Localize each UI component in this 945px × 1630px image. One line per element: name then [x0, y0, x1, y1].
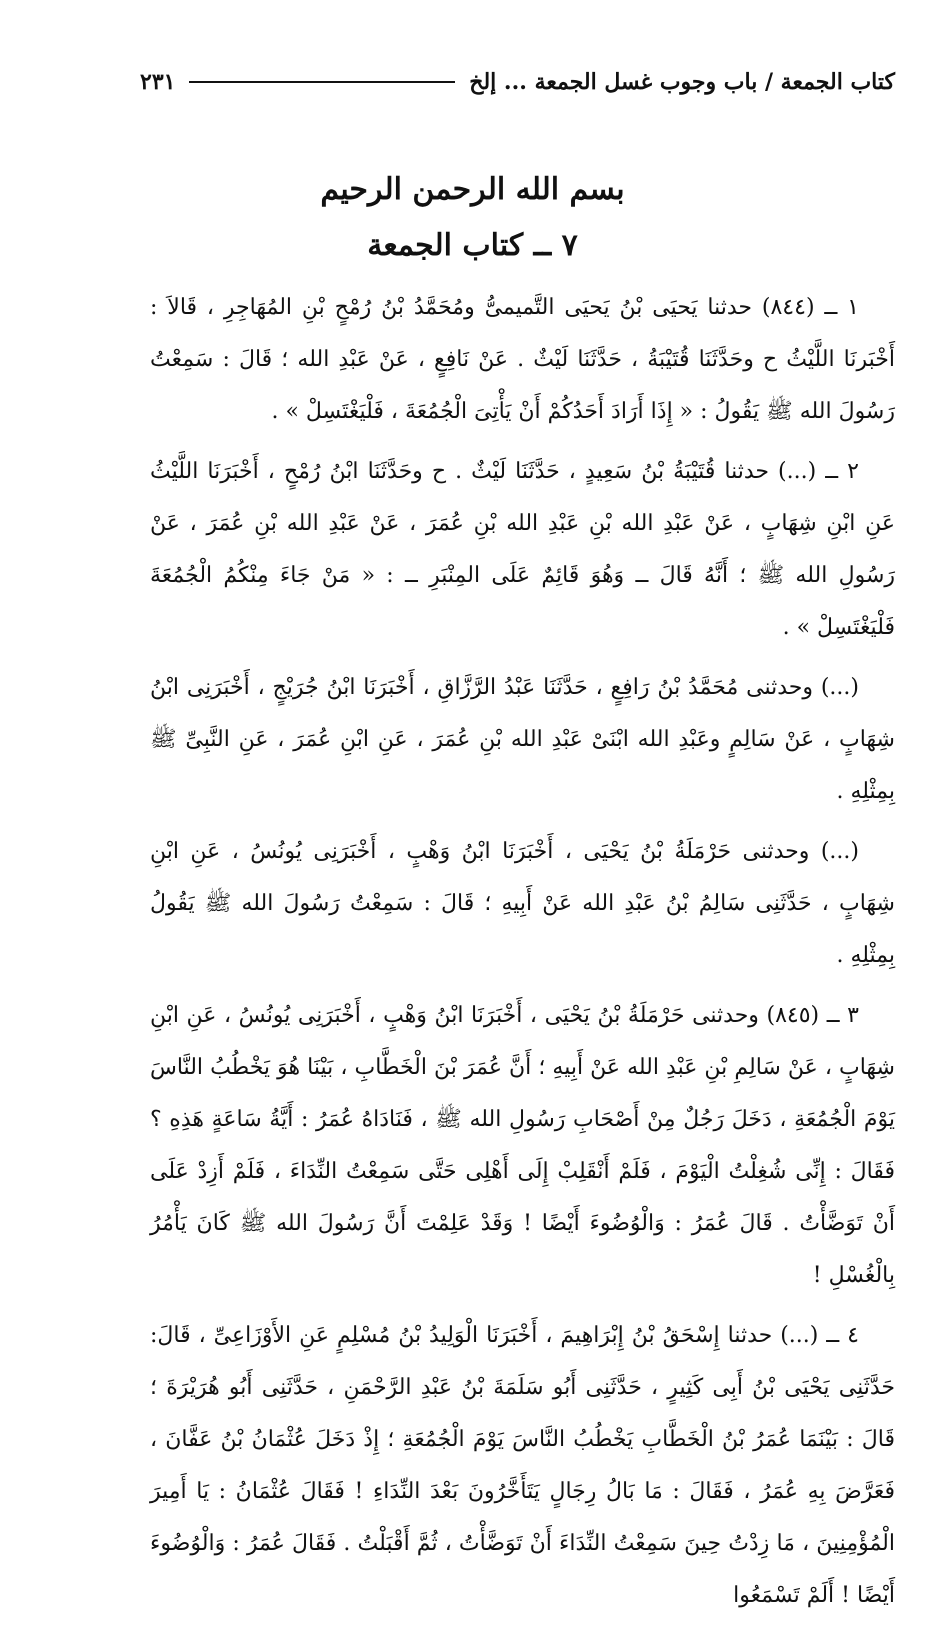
header-rule [189, 81, 455, 83]
page-number: ٢٣١ [140, 69, 176, 95]
hadith-paragraph-6: ٤ ــ (...) حدثنا إِسْحَقُ بْنُ إِبْرَاهِيمَ ، أَخْبَرَنَا الْوَلِيدُ بْنُ مُسْلِمٍ عَنِ الأَوْزَاعِىِّ ، قَالَ: حَدَّثَنِى يَحْيَى بْنُ أَبِى كَثِيرٍ ، حَدَّثَنِى أَبُو سَلَمَةَ بْنُ عَبْدِ الرَّحْمَنِ ، حَدَّثَنِى أَبُو هُرَيْرَةَ ؛ قَالَ : بَيْنَمَا عُمَرُ بْنُ الْخَطَّابِ يَخْطُبُ النَّاسَ يَوْمَ الْجُمُعَةِ ؛ إِذْ دَخَلَ عُثْمَانُ بْنُ عَفَّانَ ، فَعَرَّضَ بِهِ عُمَرُ ، فَقَالَ : مَا بَالُ رِجَالٍ يَتَأَخَّرُونَ بَعْدَ النِّدَاءِ ! فَقَالَ عُثْمَانُ : يَا أَمِيرَ الْمُؤْمِنِينَ ، مَا زِدْتُ حِينَ سَمِعْتُ النِّدَاءَ أَنْ تَوَضَّأْتُ ، ثُمَّ أَقْبَلْتُ . فَقَالَ عُمَرُ : وَالْوُضُوءَ أَيْضًا ! أَلَمْ تَسْمَعُوا [150, 1323, 895, 1608]
hadith-paragraph-1: ١ ــ (٨٤٤) حدثنا يَحيَى بْنُ يَحيَى التَّميمىُّ ومُحَمَّدُ بْنُ رُمْحٍ بْنِ المُهَاجِرِ ، قَالاَ : أَخْبَرنَا اللَّيْثُ ح وحَدَّثَنَا قُتَيْبَةُ ، حَدَّثَنَا لَيْثٌ . عَنْ نَافِعٍ ، عَنْ عَبْدِ الله ؛ قَالَ : سَمِعْتُ رَسُولَ الله ﷺ يَقُولُ : « إِذَا أَرَادَ أَحَدُكُمْ أَنْ يَأْتِىَ الْجُمُعَةَ ، فَلْيَغْتَسِلْ » . [150, 295, 895, 424]
basmala: بسم الله الرحمن الرحيم [320, 172, 625, 207]
book-heading: ٧ ــ كتاب الجمعة [367, 228, 578, 263]
running-title: كتاب الجمعة / باب وجوب غسل الجمعة ... إلخ [469, 69, 895, 95]
hadith-paragraph-2: ٢ ــ (...) حدثنا قُتَيْبَةُ بْنُ سَعِيدٍ ، حَدَّثَنَا لَيْثٌ . ح وحَدَّثَنَا ابْنُ رُمْحٍ ، أَخْبَرَنَا اللَّيْثُ عَنِ ابْنِ شِهَابٍ ، عَنْ عَبْدِ الله بْنِ عَبْدِ الله بْنِ عُمَرَ ، عَنْ عَبْدِ الله بْنِ عُمَرَ ، عَنْ رَسُولِ الله ﷺ ؛ أَنَّهُ قَالَ ــ وَهُوَ قَائِمٌ عَلَى المِنْبَرِ ــ : « مَنْ جَاءَ مِنْكُمُ الْجُمُعَةَ فَلْيَغْتَسِلْ » . [150, 459, 895, 640]
hadith-text [150, 282, 895, 1630]
hadith-paragraph-4: (...) وحدثنى حَرْمَلَةُ بْنُ يَحْيَى ، أَخْبَرَنَا ابْنُ وَهْبٍ ، أَخْبَرَنِى يُونُسُ ، عَنِ ابْنِ شِهَابٍ ، حَدَّثَنِى سَالِمُ بْنُ عَبْدِ الله عَنْ أَبِيهِ ؛ قَالَ : سَمِعْتُ رَسُولَ الله ﷺ يَقُولُ بِمِثْلِهِ . [150, 839, 895, 968]
hadith-paragraph-5: ٣ ــ (٨٤٥) وحدثنى حَرْمَلَةُ بْنُ يَحْيَى ، أَخْبَرَنَا ابْنُ وَهْبٍ ، أَخْبَرَنِى يُونُسُ ، عَنِ ابْنِ شِهَابٍ ، عَنْ سَالِمِ بْنِ عَبْدِ الله عَنْ أَبِيهِ ؛ أَنَّ عُمَرَ بْنَ الْخَطَّابِ ، بَيْنَا هُوَ يَخْطُبُ النَّاسَ يَوْمَ الْجُمُعَةِ ، دَخَلَ رَجُلٌ مِنْ أَصْحَابِ رَسُولِ الله ﷺ ، فَنَادَاهُ عُمَرُ : أَيَّةُ سَاعَةٍ هَذِهِ ؟ فَقَالَ : إِنِّى شُغِلْتُ الْيَوْمَ ، فَلَمْ أَنْقَلِبْ إِلَى أَهْلِى حَتَّى سَمِعْتُ النِّدَاءَ ، فَلَمْ أَزِدْ عَلَى أَنْ تَوَضَّأْتُ . قَالَ عُمَرُ : وَالْوُضُوءَ أَيْضًا ! وَقَدْ عَلِمْتَ أَنَّ رَسُولَ الله ﷺ كَانَ يَأْمُرُ بِالْغُسْلِ ! [150, 1003, 895, 1288]
hadith-paragraph-3: (...) وحدثنى مُحَمَّدُ بْنُ رَافِعٍ ، حَدَّثَنَا عَبْدُ الرَّزَّاقِ ، أَخْبَرَنَا ابْنُ جُرَيْجٍ ، أَخْبَرَنِى ابْنُ شِهَابٍ ، عَنْ سَالِمٍ وعَبْدِ الله ابْنَىْ عَبْدِ الله بْنِ عُمَرَ ، عَنِ ابْنِ عُمَرَ ، عَنِ النَّبِىِّ ﷺ بِمِثْلِهِ . [150, 675, 895, 804]
running-header [140, 62, 895, 102]
